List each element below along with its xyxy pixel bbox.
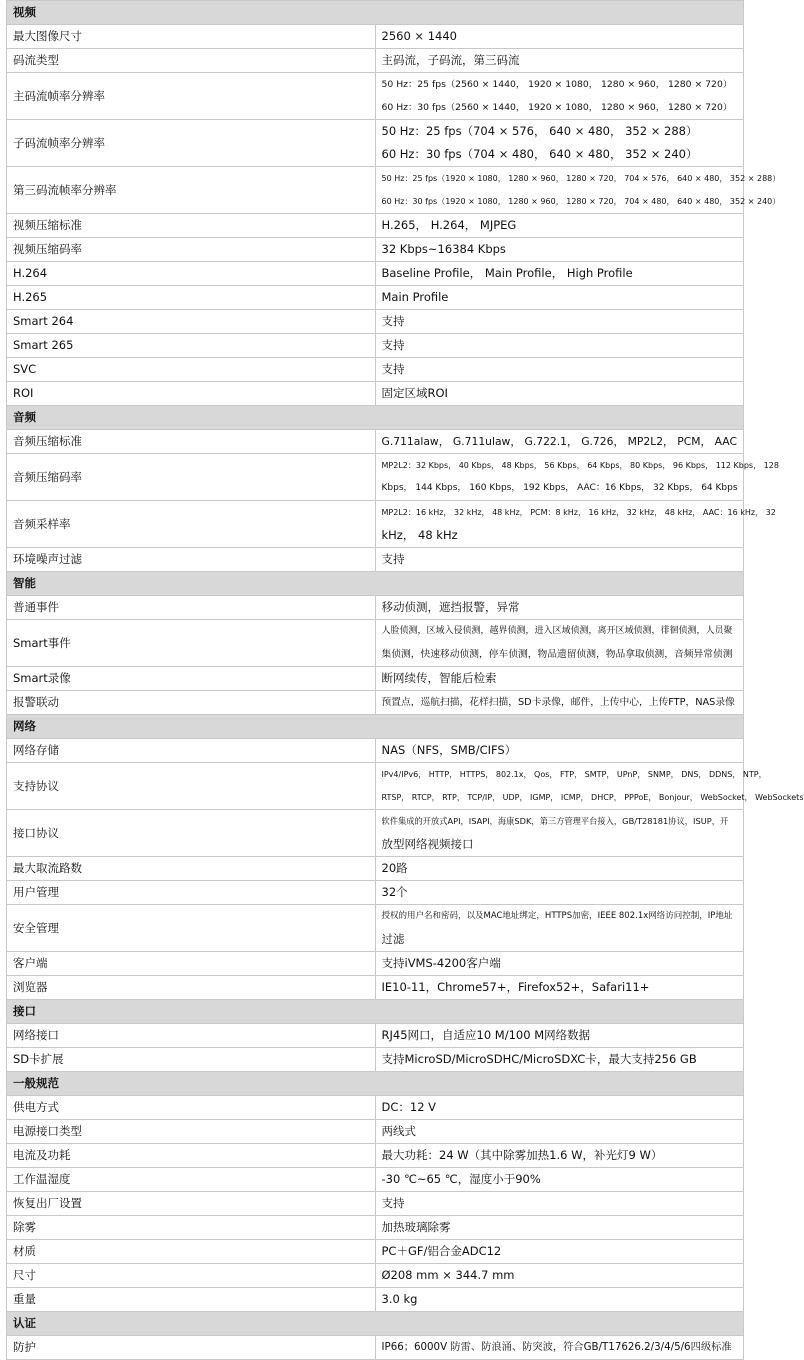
spec-row — [7, 1168, 744, 1192]
spec-value-line: 32 Kbps~16384 Kbps — [381, 242, 506, 256]
spec-value-line: 加热玻璃除雾 — [381, 1220, 451, 1234]
spec-value-line: 最大功耗：24 W（其中除雾加热1.6 W，补光灯9 W） — [381, 1148, 663, 1162]
spec-value-line: -30 ℃~65 ℃，湿度小于90% — [381, 1172, 541, 1186]
spec-value-line: 20路 — [381, 861, 408, 875]
spec-value-line: 支持iVMS-4200客户端 — [381, 956, 501, 970]
section-header-row — [7, 1312, 744, 1336]
section-title: 认证 — [7, 1312, 744, 1336]
spec-label: Smart录像 — [7, 667, 376, 691]
spec-label: Smart 265 — [7, 334, 376, 358]
spec-label: 电流及功耗 — [7, 1144, 376, 1168]
spec-value — [375, 120, 744, 167]
spec-row — [7, 262, 744, 286]
spec-label: 供电方式 — [7, 1096, 376, 1120]
spec-row — [7, 167, 744, 214]
spec-value-line: H.265， H.264， MJPEG — [381, 218, 517, 232]
spec-label: 恢复出厂设置 — [7, 1192, 376, 1216]
spec-value — [375, 1264, 744, 1288]
spec-value — [375, 167, 781, 214]
spec-value — [375, 358, 744, 382]
spec-value — [375, 667, 744, 691]
spec-label: 音频压缩码率 — [7, 454, 376, 501]
spec-label: 环境噪声过滤 — [7, 548, 376, 572]
spec-row — [7, 976, 744, 1000]
spec-row — [7, 120, 744, 167]
spec-label: 材质 — [7, 1240, 376, 1264]
spec-label: 用户管理 — [7, 881, 376, 905]
spec-value-line: 50 Hz：25 fps（2560 × 1440， 1920 × 1080， 1280 × 960， 1280 × 720） — [381, 79, 733, 90]
spec-value-line: 固定区域ROI — [381, 386, 448, 400]
spec-value — [375, 73, 744, 120]
section-title: 一般规范 — [7, 1072, 744, 1096]
spec-row — [7, 691, 744, 715]
spec-row — [7, 73, 744, 120]
spec-label: SVC — [7, 358, 376, 382]
spec-value — [375, 430, 744, 454]
spec-value-line: 支持 — [381, 1196, 405, 1210]
spec-value — [375, 620, 744, 667]
spec-value-line: 50 Hz：25 fps（1920 × 1080， 1280 × 960， 1280 × 720， 704 × 576， 640 × 480， 352 × 288） — [381, 174, 781, 183]
spec-value — [375, 382, 744, 406]
spec-row — [7, 1288, 744, 1312]
spec-row — [7, 1096, 744, 1120]
spec-label: 浏览器 — [7, 976, 376, 1000]
spec-row — [7, 596, 744, 620]
spec-value-line: Main Profile — [381, 290, 449, 304]
spec-value-line: 移动侦测，遮挡报警，异常 — [381, 600, 520, 614]
spec-value — [375, 1240, 744, 1264]
spec-row — [7, 1240, 744, 1264]
spec-row — [7, 1336, 744, 1360]
spec-value-line: DC：12 V — [381, 1100, 437, 1114]
spec-value-line: Ø208 mm × 344.7 mm — [381, 1268, 515, 1282]
spec-value-line: 50 Hz：25 fps（704 × 576， 640 × 480， 352 × 288） — [381, 124, 698, 138]
spec-row — [7, 1024, 744, 1048]
spec-label: 工作温湿度 — [7, 1168, 376, 1192]
spec-row — [7, 382, 744, 406]
spec-label: 视频压缩标准 — [7, 214, 376, 238]
spec-label: ROI — [7, 382, 376, 406]
spec-row — [7, 501, 744, 548]
section-title: 视频 — [7, 1, 744, 25]
spec-row — [7, 1192, 744, 1216]
section-header-row — [7, 1072, 744, 1096]
spec-row — [7, 49, 744, 73]
spec-value — [375, 501, 776, 548]
spec-value — [375, 1048, 744, 1072]
spec-row — [7, 214, 744, 238]
spec-value-line: 授权的用户名和密码，以及MAC地址绑定，HTTPS加密，IEEE 802.1x网络访问控制，IP地址 — [381, 911, 733, 921]
spec-value — [375, 763, 804, 810]
spec-value-line: 支持 — [381, 338, 405, 352]
spec-value — [375, 310, 744, 334]
spec-label: 除雾 — [7, 1216, 376, 1240]
spec-row — [7, 1120, 744, 1144]
spec-label: 电源接口类型 — [7, 1120, 376, 1144]
spec-value-line: 放型网络视频接口 — [381, 837, 474, 851]
spec-label: H.264 — [7, 262, 376, 286]
spec-row — [7, 763, 744, 810]
spec-value — [375, 1216, 744, 1240]
spec-label: 普通事件 — [7, 596, 376, 620]
spec-label: 第三码流帧率分辨率 — [7, 167, 376, 214]
spec-value — [375, 334, 744, 358]
spec-row — [7, 334, 744, 358]
spec-value-line: NAS（NFS，SMB/CIFS） — [381, 743, 517, 757]
spec-row — [7, 1264, 744, 1288]
spec-row — [7, 739, 744, 763]
spec-value — [375, 1144, 744, 1168]
section-header-row — [7, 572, 744, 596]
spec-value-line: RJ45网口，自适应10 M/100 M网络数据 — [381, 1028, 591, 1042]
spec-label: 码流类型 — [7, 49, 376, 73]
spec-value — [375, 262, 744, 286]
spec-value — [375, 810, 744, 857]
spec-value-line: Kbps， 144 Kbps， 160 Kbps， 192 Kbps， AAC：16 Kbps， 32 Kbps， 64 Kbps — [381, 483, 738, 493]
spec-label: 客户端 — [7, 952, 376, 976]
spec-label: 最大取流路数 — [7, 857, 376, 881]
spec-value-line: 过滤 — [381, 932, 405, 946]
spec-row — [7, 905, 744, 952]
spec-label: 报警联动 — [7, 691, 376, 715]
spec-value-line: IE10-11，Chrome57+，Firefox52+，Safari11+ — [381, 980, 650, 994]
spec-row — [7, 310, 744, 334]
spec-value-line: 软件集成的开放式API，ISAPI，海康SDK，第三方管理平台接入，GB/T28181协议，ISUP，开 — [381, 816, 729, 826]
spec-row — [7, 454, 744, 501]
spec-label: 子码流帧率分辨率 — [7, 120, 376, 167]
spec-value — [375, 1024, 744, 1048]
spec-value — [375, 596, 744, 620]
spec-value — [375, 881, 744, 905]
spec-row — [7, 238, 744, 262]
spec-value-line: IP66；6000V 防雷、防浪涌、防突波，符合GB/T17626.2/3/4/5/6四级标准 — [381, 1341, 732, 1353]
spec-value-line: RTSP， RTCP， RTP， TCP/IP， UDP， IGMP， ICMP， DHCP， PPPoE， Bonjour， WebSocket， WebSockets — [381, 793, 804, 802]
spec-value-line: kHz， 48 kHz — [381, 528, 458, 542]
spec-row — [7, 620, 744, 667]
spec-row — [7, 358, 744, 382]
section-title: 智能 — [7, 572, 744, 596]
section-header-row — [7, 406, 744, 430]
section-title: 接口 — [7, 1000, 744, 1024]
spec-row — [7, 548, 744, 572]
spec-row — [7, 952, 744, 976]
spec-value — [375, 49, 744, 73]
spec-value — [375, 905, 744, 952]
spec-value-line: MP2L2：32 Kbps， 40 Kbps， 48 Kbps， 56 Kbps， 64 Kbps， 80 Kbps， 96 Kbps， 112 Kbps， 128 — [381, 461, 779, 470]
spec-table — [6, 0, 804, 1360]
spec-label: H.265 — [7, 286, 376, 310]
section-header-row — [7, 1, 744, 25]
spec-label: 尺寸 — [7, 1264, 376, 1288]
spec-value-line: Baseline Profile， Main Profile， High Profile — [381, 266, 633, 280]
spec-row — [7, 286, 744, 310]
spec-value-line: 断网续传，智能后检索 — [381, 671, 497, 685]
spec-value — [375, 1336, 744, 1360]
spec-value-line: 3.0 kg — [381, 1292, 418, 1306]
spec-value — [375, 1096, 744, 1120]
spec-value-line: G.711alaw， G.711ulaw， G.722.1， G.726， MP2L2， PCM， AAC — [381, 435, 737, 448]
spec-label: 网络接口 — [7, 1024, 376, 1048]
spec-value — [375, 454, 779, 501]
spec-row — [7, 1216, 744, 1240]
spec-value-line: 集侦测，快速移动侦测，停车侦测，物品遗留侦测，物品拿取侦测，音频异常侦测 — [381, 649, 733, 660]
spec-value-line: 支持 — [381, 552, 405, 566]
spec-value — [375, 857, 744, 881]
spec-label: 支持协议 — [7, 763, 376, 810]
spec-value — [375, 238, 744, 262]
spec-value — [375, 214, 744, 238]
spec-row — [7, 881, 744, 905]
spec-label: SD卡扩展 — [7, 1048, 376, 1072]
spec-row — [7, 1048, 744, 1072]
spec-value — [375, 1192, 744, 1216]
spec-label: 视频压缩码率 — [7, 238, 376, 262]
spec-value — [375, 1288, 744, 1312]
section-header-row — [7, 1000, 744, 1024]
spec-label: 主码流帧率分辨率 — [7, 73, 376, 120]
spec-label: 安全管理 — [7, 905, 376, 952]
section-header-row — [7, 715, 744, 739]
spec-value-line: 预置点，巡航扫描，花样扫描，SD卡录像，邮件，上传中心，上传FTP，NAS录像 — [381, 697, 735, 708]
spec-value-line: PC＋GF/铝合金ADC12 — [381, 1244, 502, 1258]
spec-value-line: 人脸侦测，区域入侵侦测，越界侦测，进入区域侦测，离开区域侦测，徘徊侦测，人员聚 — [381, 626, 733, 636]
spec-row — [7, 667, 744, 691]
spec-value-line: 支持 — [381, 314, 405, 328]
spec-label: 音频压缩标准 — [7, 430, 376, 454]
spec-value — [375, 25, 744, 49]
spec-value — [375, 1120, 744, 1144]
spec-value — [375, 952, 744, 976]
spec-label: Smart 264 — [7, 310, 376, 334]
spec-label: 最大图像尺寸 — [7, 25, 376, 49]
spec-row — [7, 1144, 744, 1168]
spec-value-line: 支持 — [381, 362, 405, 376]
spec-label: 接口协议 — [7, 810, 376, 857]
spec-label: 网络存储 — [7, 739, 376, 763]
spec-value — [375, 739, 744, 763]
spec-value-line: 支持MicroSD/MicroSDHC/MicroSDXC卡，最大支持256 GB — [381, 1052, 697, 1066]
spec-table-body — [7, 1, 804, 1360]
spec-value-line: 两线式 — [381, 1124, 416, 1138]
spec-value-line: 60 Hz：30 fps（2560 × 1440， 1920 × 1080， 1280 × 960， 1280 × 720） — [381, 102, 733, 113]
spec-label: 音频采样率 — [7, 501, 376, 548]
spec-value — [375, 1168, 744, 1192]
spec-value-line: 2560 × 1440 — [381, 29, 457, 43]
spec-value — [375, 548, 744, 572]
spec-value — [375, 976, 744, 1000]
spec-value — [375, 286, 744, 310]
spec-value — [375, 691, 744, 715]
spec-label: 防护 — [7, 1336, 376, 1360]
spec-row — [7, 857, 744, 881]
section-title: 网络 — [7, 715, 744, 739]
spec-value-line: 主码流，子码流，第三码流 — [381, 53, 520, 67]
spec-value-line: 60 Hz：30 fps（1920 × 1080， 1280 × 960， 1280 × 720， 704 × 480， 640 × 480， 352 × 240） — [381, 197, 781, 206]
spec-row — [7, 810, 744, 857]
spec-label: Smart事件 — [7, 620, 376, 667]
spec-value-line: 60 Hz：30 fps（704 × 480， 640 × 480， 352 × 240） — [381, 147, 698, 161]
spec-row — [7, 430, 744, 454]
spec-row — [7, 25, 744, 49]
spec-label: 重量 — [7, 1288, 376, 1312]
spec-value-line: IPv4/IPv6， HTTP， HTTPS， 802.1x， Qos， FTP， SMTP， UPnP， SNMP， DNS， DDNS， NTP， — [381, 770, 767, 779]
spec-value-line: 32个 — [381, 885, 408, 899]
spec-value-line: MP2L2：16 kHz， 32 kHz， 48 kHz， PCM：8 kHz， 16 kHz， 32 kHz， 48 kHz， AAC：16 kHz， 32 — [381, 508, 776, 517]
section-title: 音频 — [7, 406, 744, 430]
